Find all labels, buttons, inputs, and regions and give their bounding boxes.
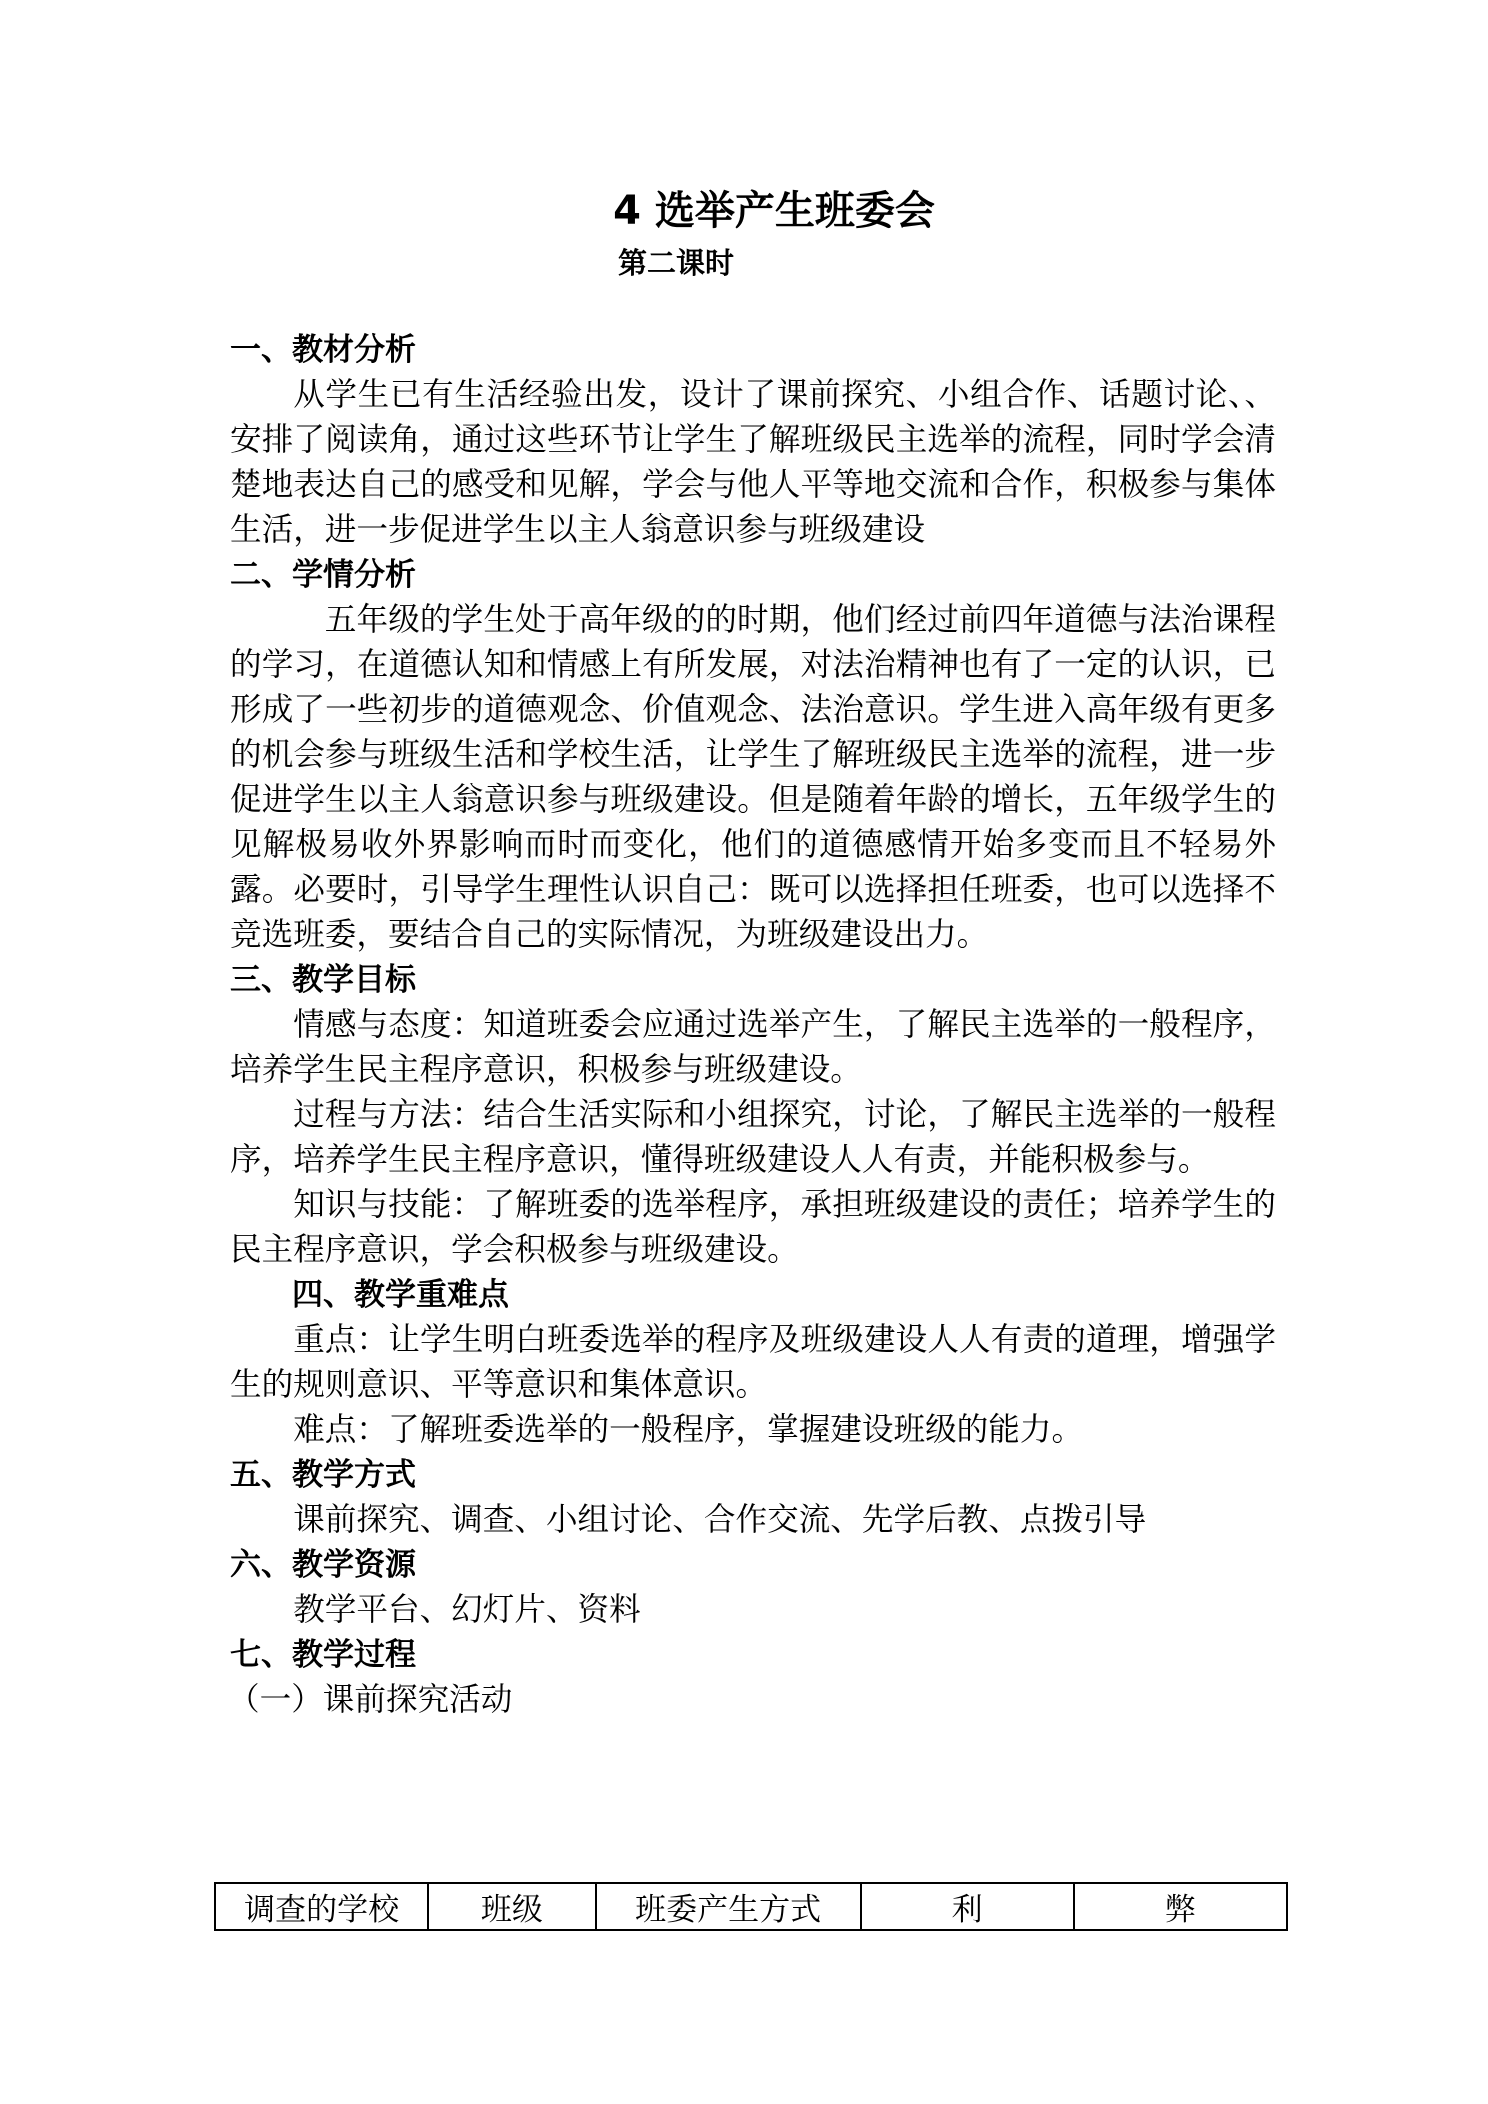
paragraph-student-analysis: 五年级的学生处于高年级的的时期，他们经过前四年道德与法治课程的学习，在道德认知和情感上有所发展，对法治精神也有了一定的认识，已形成了一些初步的道德观念、价值观念、法治意识。学生进入高年级有更多的机会参与班级生活和学校生活，让学生了解班级民主选举的流程，进一步促进学生以主人翁意识参与班级建设。但是随着年龄的增长，五年级学生的见解极易收外界影响而时而变化，他们的道德感情开始多变而且不轻易外露。必要时，引导学生理性认识自己：既可以选择担任班委，也可以选择不竞选班委，要结合自己的实际情况，为班级建设出力。: [230, 602, 1276, 953]
section-heading-teaching-process: 七、教学过程: [230, 1637, 416, 1673]
document-title: 4 选举产生班委会: [613, 188, 935, 234]
section-heading-student-analysis: 二、学情分析: [230, 557, 416, 593]
document-subtitle: 第二课时: [618, 246, 735, 280]
section-heading-teaching-goals: 三、教学目标: [230, 962, 416, 998]
table-header-cell: 利: [861, 1883, 1074, 1930]
section-heading-teaching-resources: 六、教学资源: [230, 1547, 416, 1583]
section-heading-textbook-analysis: 一、教材分析: [230, 332, 416, 368]
table-header-row: [215, 1883, 1287, 1930]
paragraph-teaching-resources: 教学平台、幻灯片、资料: [293, 1592, 641, 1628]
paragraph-teaching-methods: 课前探究、调查、小组讨论、合作交流、先学后教、点拨引导: [293, 1502, 1147, 1538]
section-heading-key-difficult: 四、教学重难点: [292, 1277, 509, 1313]
table-header-cell: 班级: [428, 1883, 595, 1930]
paragraph-difficult-point: 难点：了解班委选举的一般程序，掌握建设班级的能力。: [293, 1412, 1084, 1448]
table-header-cell: 弊: [1074, 1883, 1287, 1930]
paragraph-goal-process: 过程与方法：结合生活实际和小组探究，讨论，了解民主选举的一般程序，培养学生民主程序意识，懂得班级建设人人有责，并能积极参与。: [230, 1097, 1276, 1178]
paragraph-textbook-analysis: 从学生已有生活经验出发，设计了课前探究、小组合作、话题讨论、、安排了阅读角，通过这些环节让学生了解班级民主选举的流程，同时学会清楚地表达自己的感受和见解，学会与他人平等地交流和合作，积极参与集体生活，进一步促进学生以主人翁意识参与班级建设: [230, 377, 1276, 548]
paragraph-goal-knowledge: 知识与技能：了解班委的选举程序，承担班级建设的责任；培养学生的民主程序意识，学会积极参与班级建设。: [230, 1187, 1276, 1268]
document-body: [230, 328, 1276, 1723]
table-header-cell: 班委产生方式: [596, 1883, 861, 1930]
subsection-pre-class-activity: （一）课前探究活动: [228, 1682, 513, 1718]
table-header-cell: 调查的学校: [215, 1883, 428, 1930]
section-heading-teaching-methods: 五、教学方式: [230, 1457, 416, 1493]
survey-table: [214, 1882, 1288, 1931]
paragraph-goal-emotion: 情感与态度：知道班委会应通过选举产生，了解民主选举的一般程序，培养学生民主程序意识，积极参与班级建设。: [230, 1007, 1276, 1088]
paragraph-key-point: 重点：让学生明白班委选举的程序及班级建设人人有责的道理，增强学生的规则意识、平等意识和集体意识。: [230, 1322, 1276, 1403]
